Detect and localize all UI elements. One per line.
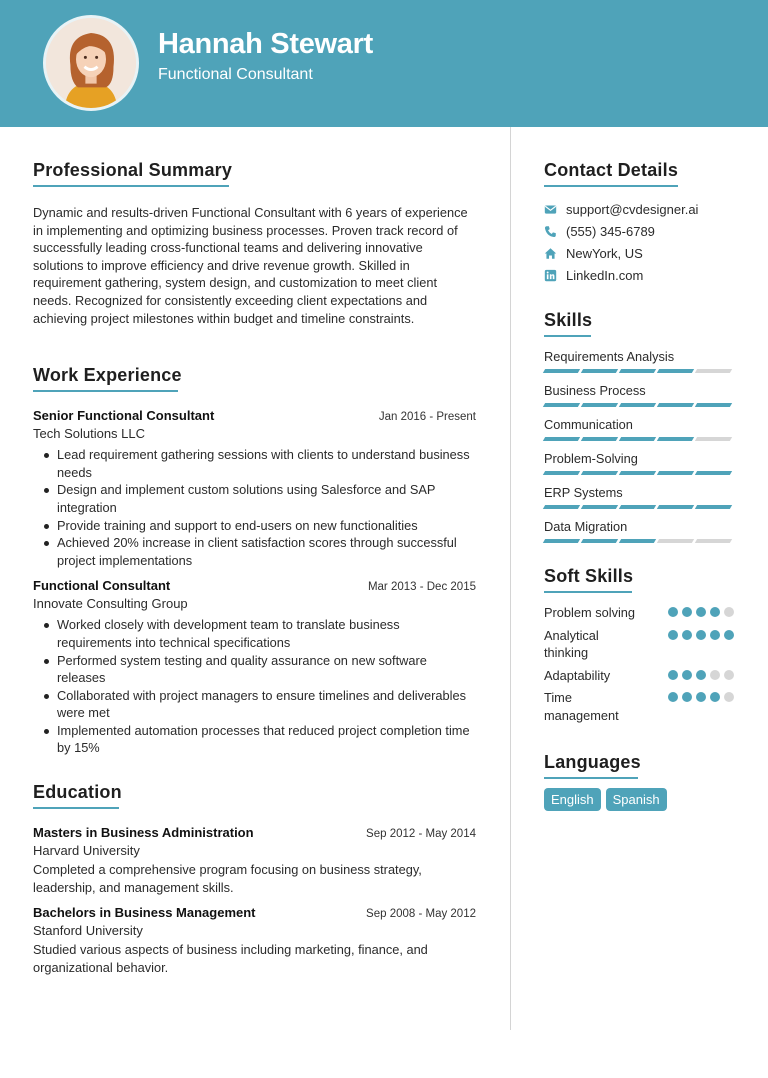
- soft-skills-title: Soft Skills: [544, 566, 633, 593]
- skill-level-segment: [581, 505, 618, 509]
- rating-dot: [682, 607, 692, 617]
- summary-title: Professional Summary: [33, 160, 232, 187]
- soft-skills-list: [544, 604, 734, 725]
- education-entry: [33, 905, 476, 976]
- rating-dot: [696, 607, 706, 617]
- soft-skill-rating: [668, 667, 734, 680]
- rating-dot: [668, 670, 678, 680]
- contact-phone[interactable]: [544, 220, 734, 242]
- skill-level-segment: [619, 403, 656, 407]
- contact-phone-text: (555) 345-6789: [566, 223, 655, 239]
- job-company: Tech Solutions LLC: [33, 426, 146, 442]
- skill-level-segment: [695, 403, 732, 407]
- home-icon: [544, 247, 557, 260]
- rating-dot: [710, 692, 720, 702]
- skill-level-segment: [543, 539, 580, 543]
- skill-level-bar: [544, 471, 734, 475]
- header-banner: [0, 0, 768, 127]
- rating-dot: [682, 670, 692, 680]
- job-title: Functional Consultant: [33, 578, 171, 594]
- soft-skill-name: Adaptability: [544, 667, 611, 683]
- job-title: Senior Functional Consultant: [33, 408, 215, 424]
- rating-dot: [682, 630, 692, 640]
- skill-level-segment: [657, 539, 694, 543]
- school-name: Harvard University: [33, 843, 140, 859]
- contact-linkedin[interactable]: [544, 264, 734, 286]
- rating-dot: [668, 630, 678, 640]
- skill-level-segment: [619, 369, 656, 373]
- list-item: Provide training and support to end-users on new functionalities: [33, 517, 476, 535]
- skill-level-segment: [581, 437, 618, 441]
- skill-level-segment: [657, 505, 694, 509]
- main-column: [33, 127, 476, 976]
- linkedin-icon: [544, 269, 557, 282]
- skills-title: Skills: [544, 310, 592, 337]
- skill-level-segment: [657, 369, 694, 373]
- degree-description: Studied various aspects of business including marketing, finance, and organizational behavior.: [33, 942, 428, 975]
- candidate-role: Functional Consultant: [158, 66, 313, 83]
- school-name: Stanford University: [33, 923, 143, 939]
- job-company: Innovate Consulting Group: [33, 596, 188, 612]
- skill-level-segment: [581, 369, 618, 373]
- skill-level-segment: [695, 471, 732, 475]
- list-item: Collaborated with project managers to ensure timelines and deliverables were met: [33, 687, 476, 722]
- soft-skill-name: Time management: [544, 690, 619, 723]
- rating-dot: [696, 630, 706, 640]
- contact-email-text: support@cvdesigner.ai: [566, 201, 699, 217]
- skill-item: [544, 451, 734, 475]
- skill-level-segment: [619, 505, 656, 509]
- language-tag: Spanish: [606, 788, 667, 811]
- rating-dot: [724, 692, 734, 702]
- skill-name: ERP Systems: [544, 485, 623, 500]
- skill-level-segment: [619, 437, 656, 441]
- skill-item: [544, 417, 734, 441]
- skill-name: Communication: [544, 417, 633, 432]
- skill-level-segment: [543, 403, 580, 407]
- skill-level-segment: [543, 437, 580, 441]
- skill-level-bar: [544, 437, 734, 441]
- contact-title: Contact Details: [544, 160, 678, 187]
- job-bullets: [33, 446, 476, 569]
- summary-text: Dynamic and results-driven Functional Consultant with 6 years of experience in implementing and optimizing business processes. Proven track record of successfully leading cross-functional teams and delivering innovative solutions to improve efficiency and drive revenue growth. Skilled in requirement gathering, system design, and customization to meet client needs. Recognized for consistently exceeding client expectations and achieving project milestones within budget and timeline constraints.: [33, 205, 468, 326]
- skill-name: Data Migration: [544, 519, 628, 534]
- job-entry: [33, 578, 476, 757]
- contact-email[interactable]: [544, 198, 734, 220]
- soft-skill-name: Problem solving: [544, 605, 636, 620]
- list-item: Design and implement custom solutions using Salesforce and SAP integration: [33, 481, 476, 516]
- skill-level-segment: [543, 505, 580, 509]
- rating-dot: [724, 670, 734, 680]
- rating-dot: [710, 630, 720, 640]
- education-entry: [33, 825, 476, 896]
- degree-title: Bachelors in Business Management: [33, 905, 256, 921]
- skill-item: [544, 485, 734, 509]
- skill-level-bar: [544, 505, 734, 509]
- skill-level-segment: [581, 539, 618, 543]
- list-item: Implemented automation processes that reduced project completion time by 15%: [33, 722, 476, 757]
- skill-level-segment: [657, 437, 694, 441]
- rating-dot: [668, 692, 678, 702]
- degree-title: Masters in Business Administration: [33, 825, 254, 841]
- list-item: Worked closely with development team to translate business requirements into technical specifications: [33, 616, 476, 651]
- soft-skill-rating: [668, 604, 734, 617]
- skill-level-bar: [544, 369, 734, 373]
- rating-dot: [724, 630, 734, 640]
- skill-level-bar: [544, 539, 734, 543]
- rating-dot: [724, 607, 734, 617]
- languages-title: Languages: [544, 752, 641, 779]
- degree-description: Completed a comprehensive program focusing on business strategy, leadership, and management skills.: [33, 862, 422, 895]
- skill-level-segment: [695, 369, 732, 373]
- contact-location-text: NewYork, US: [566, 245, 643, 261]
- skill-level-segment: [619, 471, 656, 475]
- languages-list: [544, 788, 734, 811]
- skill-name: Requirements Analysis: [544, 349, 675, 364]
- skill-level-segment: [581, 471, 618, 475]
- soft-skill-item: [544, 627, 734, 662]
- rating-dot: [710, 670, 720, 680]
- contact-list: [544, 198, 734, 286]
- skill-level-segment: [695, 505, 732, 509]
- skill-level-segment: [619, 539, 656, 543]
- language-tag: English: [544, 788, 601, 811]
- soft-skill-rating: [668, 689, 734, 702]
- soft-skill-name: Analytical thinking: [544, 627, 599, 661]
- rating-dot: [710, 607, 720, 617]
- job-entry: [33, 408, 476, 569]
- skills-list: [544, 349, 734, 543]
- skill-level-segment: [657, 403, 694, 407]
- skill-name: Business Process: [544, 383, 646, 398]
- soft-skill-rating: [668, 627, 734, 640]
- skill-level-segment: [695, 437, 732, 441]
- education-title: Education: [33, 782, 122, 809]
- job-bullets: [33, 616, 476, 757]
- sidebar-column: [544, 127, 734, 811]
- experience-title: Work Experience: [33, 365, 182, 392]
- skill-item: [544, 519, 734, 543]
- soft-skill-item: [544, 604, 734, 622]
- degree-date: Sep 2008 - May 2012: [366, 908, 476, 921]
- phone-icon: [544, 225, 557, 238]
- skill-level-segment: [581, 403, 618, 407]
- soft-skill-item: [544, 667, 734, 685]
- skill-item: [544, 349, 734, 373]
- soft-skill-item: [544, 689, 734, 724]
- list-item: Performed system testing and quality assurance on new software releases: [33, 652, 476, 687]
- column-divider: [510, 127, 511, 1030]
- degree-date: Sep 2012 - May 2014: [366, 828, 476, 841]
- rating-dot: [696, 692, 706, 702]
- skill-level-segment: [695, 539, 732, 543]
- skill-item: [544, 383, 734, 407]
- rating-dot: [682, 692, 692, 702]
- profile-photo: [46, 18, 136, 108]
- list-item: Lead requirement gathering sessions with clients to understand business needs: [33, 446, 476, 481]
- skill-level-segment: [657, 471, 694, 475]
- rating-dot: [696, 670, 706, 680]
- skill-level-segment: [543, 369, 580, 373]
- rating-dot: [668, 607, 678, 617]
- list-item: Achieved 20% increase in client satisfaction scores through successful project implementations: [33, 534, 476, 569]
- candidate-name: Hannah Stewart: [158, 28, 373, 60]
- skill-level-segment: [543, 471, 580, 475]
- job-date: Jan 2016 - Present: [378, 411, 476, 424]
- job-date: Mar 2013 - Dec 2015: [367, 581, 476, 594]
- contact-linkedin-text: LinkedIn.com: [566, 267, 644, 283]
- envelope-icon: [544, 203, 557, 216]
- skill-name: Problem-Solving: [544, 451, 638, 466]
- contact-location: [544, 242, 734, 264]
- avatar: [43, 15, 139, 111]
- skill-level-bar: [544, 403, 734, 407]
